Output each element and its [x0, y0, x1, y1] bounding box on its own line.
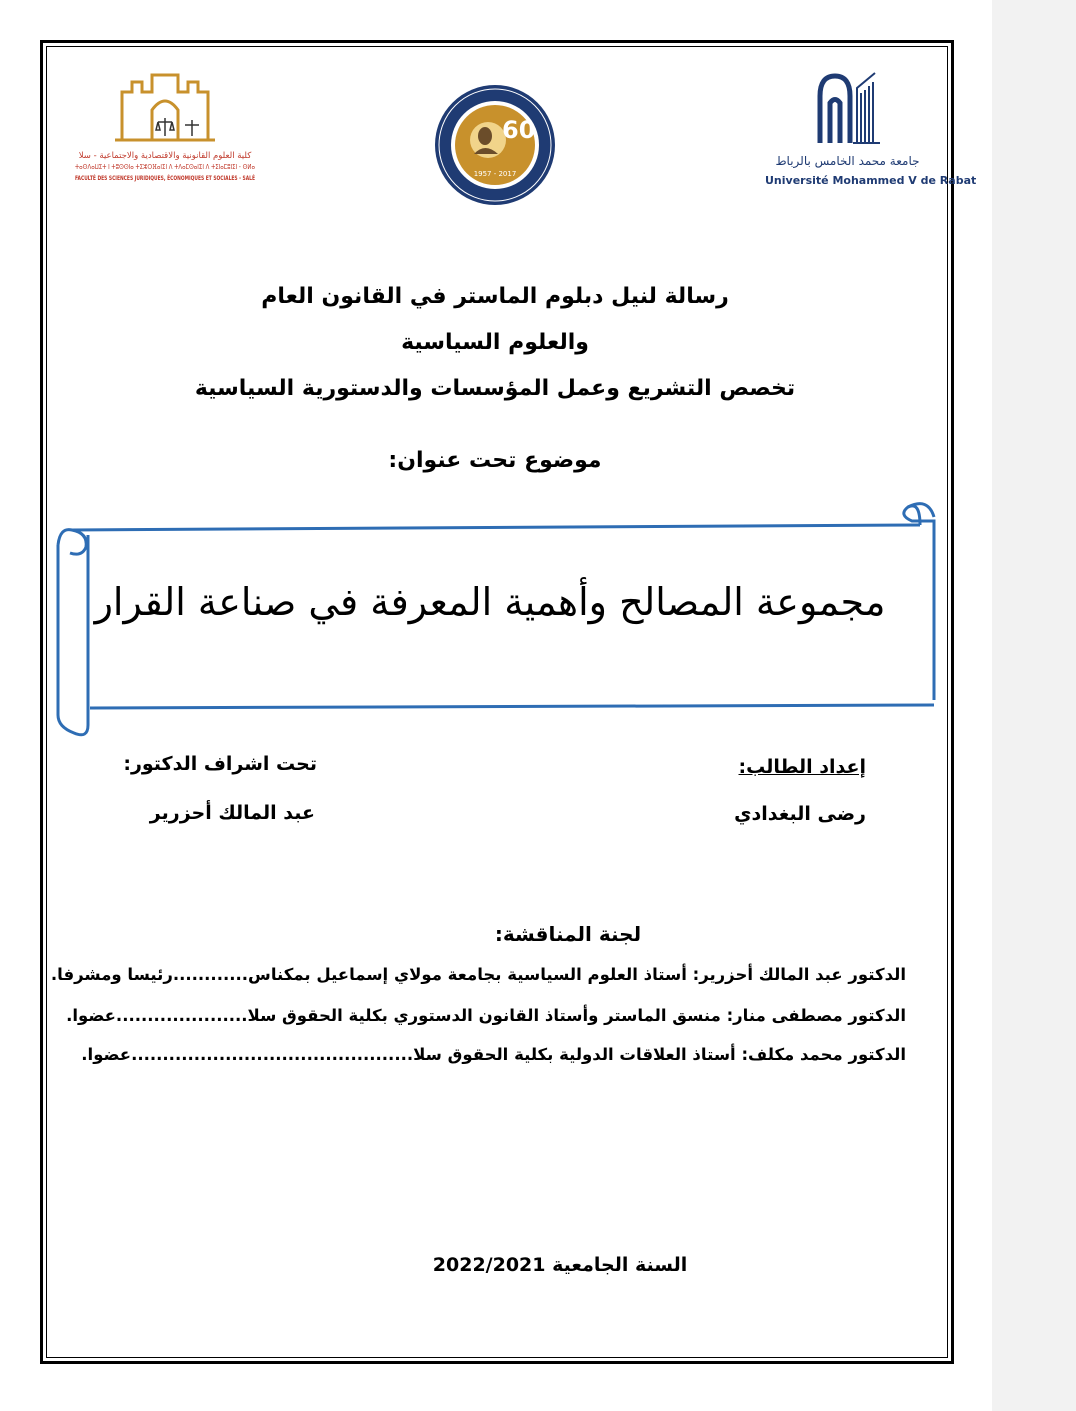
academic-year: السنة الجامعية 2022/2021	[432, 1254, 688, 1276]
faculty-name-arabic: كلية العلوم القانونية والاقتصادية والاجتماعية - سلا	[78, 151, 252, 161]
degree-line-1: رسالة لنيل دبلوم الماستر في القانون العام	[261, 284, 729, 309]
committee-member: الدكتور محمد مكلف: أستاذ العلاقات الدولية بكلية الحقوق سلا.............................................عضوا.	[81, 1045, 906, 1064]
supervisor-name: عبد المالك أحزرير	[149, 802, 315, 824]
supervisor-label: تحت اشراف الدكتور:	[123, 753, 317, 775]
university-name-french: Université Mohammed V de Rabat	[765, 174, 977, 187]
committee-member: الدكتور مصطفى منار: منسق الماستر وأستاذ القانون الدستوري بكلية الحقوق سلا.....................عضوا.	[66, 1006, 906, 1025]
degree-line-2: والعلوم السياسية	[401, 330, 589, 355]
anniversary-seal	[430, 80, 560, 210]
faculty-building-icon	[70, 70, 320, 190]
university-name-arabic: جامعة محمد الخامس بالرباط	[775, 154, 920, 168]
thesis-title: مجموعة المصالح وأهمية المعرفة في صناعة القرار	[94, 580, 886, 624]
student-label: إعداد الطالب:	[738, 756, 866, 778]
specialization-line: تخصص التشريع وعمل المؤسسات والدستورية السياسية	[194, 376, 796, 401]
faculty-name-french: FACULTÉ DES SCIENCES JURIDIQUES, ÉCONOMIQUES ET SOCIALES - SALÉ	[75, 175, 320, 182]
committee-title: لجنة المناقشة:	[494, 922, 642, 946]
faculty-name-tifinagh: ⵜⴰⵙⴷⴰⵡⵉⵜ ⵏ ⵜⵓⵙⵙⵏⴰ ⵜⵉⵣⵔⴼⴰⵏⵉⵏ ⴷ ⵜⴷⴰⵎⵙⴰⵏⵉⵏ ⴷ ⵜⵉⵏⴰⵎⵓⵏⵉⵏ - ⵙⵍⴰ	[75, 163, 256, 171]
student-name: رضى البغدادي	[734, 803, 866, 825]
anniversary-number: 60	[502, 116, 536, 144]
subject-label: موضوع تحت عنوان:	[388, 448, 602, 473]
anniversary-seal-icon	[430, 80, 560, 210]
university-arches-icon	[765, 68, 930, 158]
anniversary-years: 1957 - 2017	[473, 170, 517, 178]
university-logo	[765, 68, 977, 193]
faculty-logo	[70, 70, 320, 190]
committee-member: الدكتور عبد المالك أحزرير: أستاذ العلوم السياسية بجامعة مولاي إسماعيل بمكناس............رئيسا ومشرفا.	[50, 965, 906, 984]
